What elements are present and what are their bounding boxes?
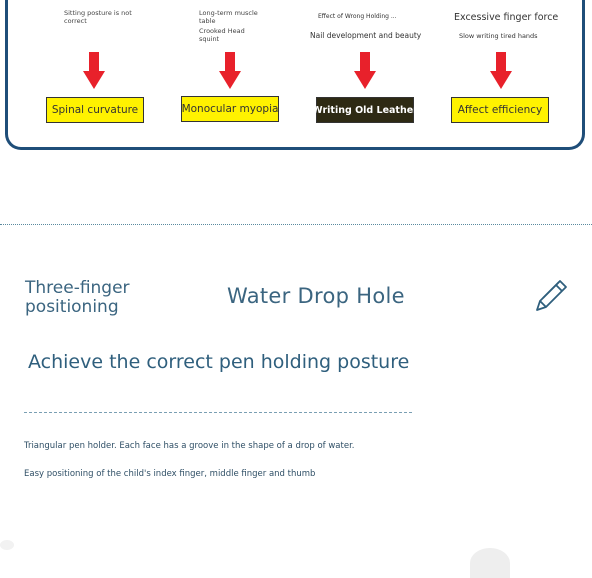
decorative-shape — [0, 540, 14, 550]
arrow-down-icon — [219, 52, 241, 89]
label-monocular-myopia: Monocular myopia — [181, 96, 279, 122]
effects-card — [5, 0, 585, 150]
section-divider — [0, 224, 592, 225]
three-finger-title: Three-finger positioning — [25, 278, 130, 317]
caption-wrong-holding: Effect of Wrong Holding ... — [318, 13, 397, 20]
arrow-down-icon — [83, 52, 105, 89]
caption-sitting: Sitting posture is not correct — [64, 9, 132, 25]
caption-muscle-table: Long-term muscle table — [199, 9, 258, 25]
dashed-divider — [24, 412, 412, 413]
product-image-partial — [470, 548, 510, 578]
caption-tired-hands: Slow writing tired hands — [459, 32, 538, 40]
caption-nail-development: Nail development and beauty — [310, 31, 422, 40]
label-spinal-curvature: Spinal curvature — [46, 97, 144, 123]
description-line-2: Easy positioning of the child's index finger, middle finger and thumb — [24, 469, 316, 479]
arrow-down-icon — [354, 52, 376, 89]
headline: Achieve the correct pen holding posture — [28, 351, 410, 373]
label-writing-old-leather: Writing Old Leather — [316, 97, 414, 123]
arrow-down-icon — [490, 52, 512, 89]
caption-head-squint: Crooked Head squint — [199, 27, 245, 43]
caption-finger-force: Excessive finger force — [454, 12, 559, 23]
label-affect-efficiency: Affect efficiency — [451, 97, 549, 123]
pencil-icon — [533, 278, 569, 314]
water-drop-hole-title: Water Drop Hole — [227, 284, 405, 308]
description-line-1: Triangular pen holder. Each face has a groove in the shape of a drop of water. — [24, 441, 355, 451]
